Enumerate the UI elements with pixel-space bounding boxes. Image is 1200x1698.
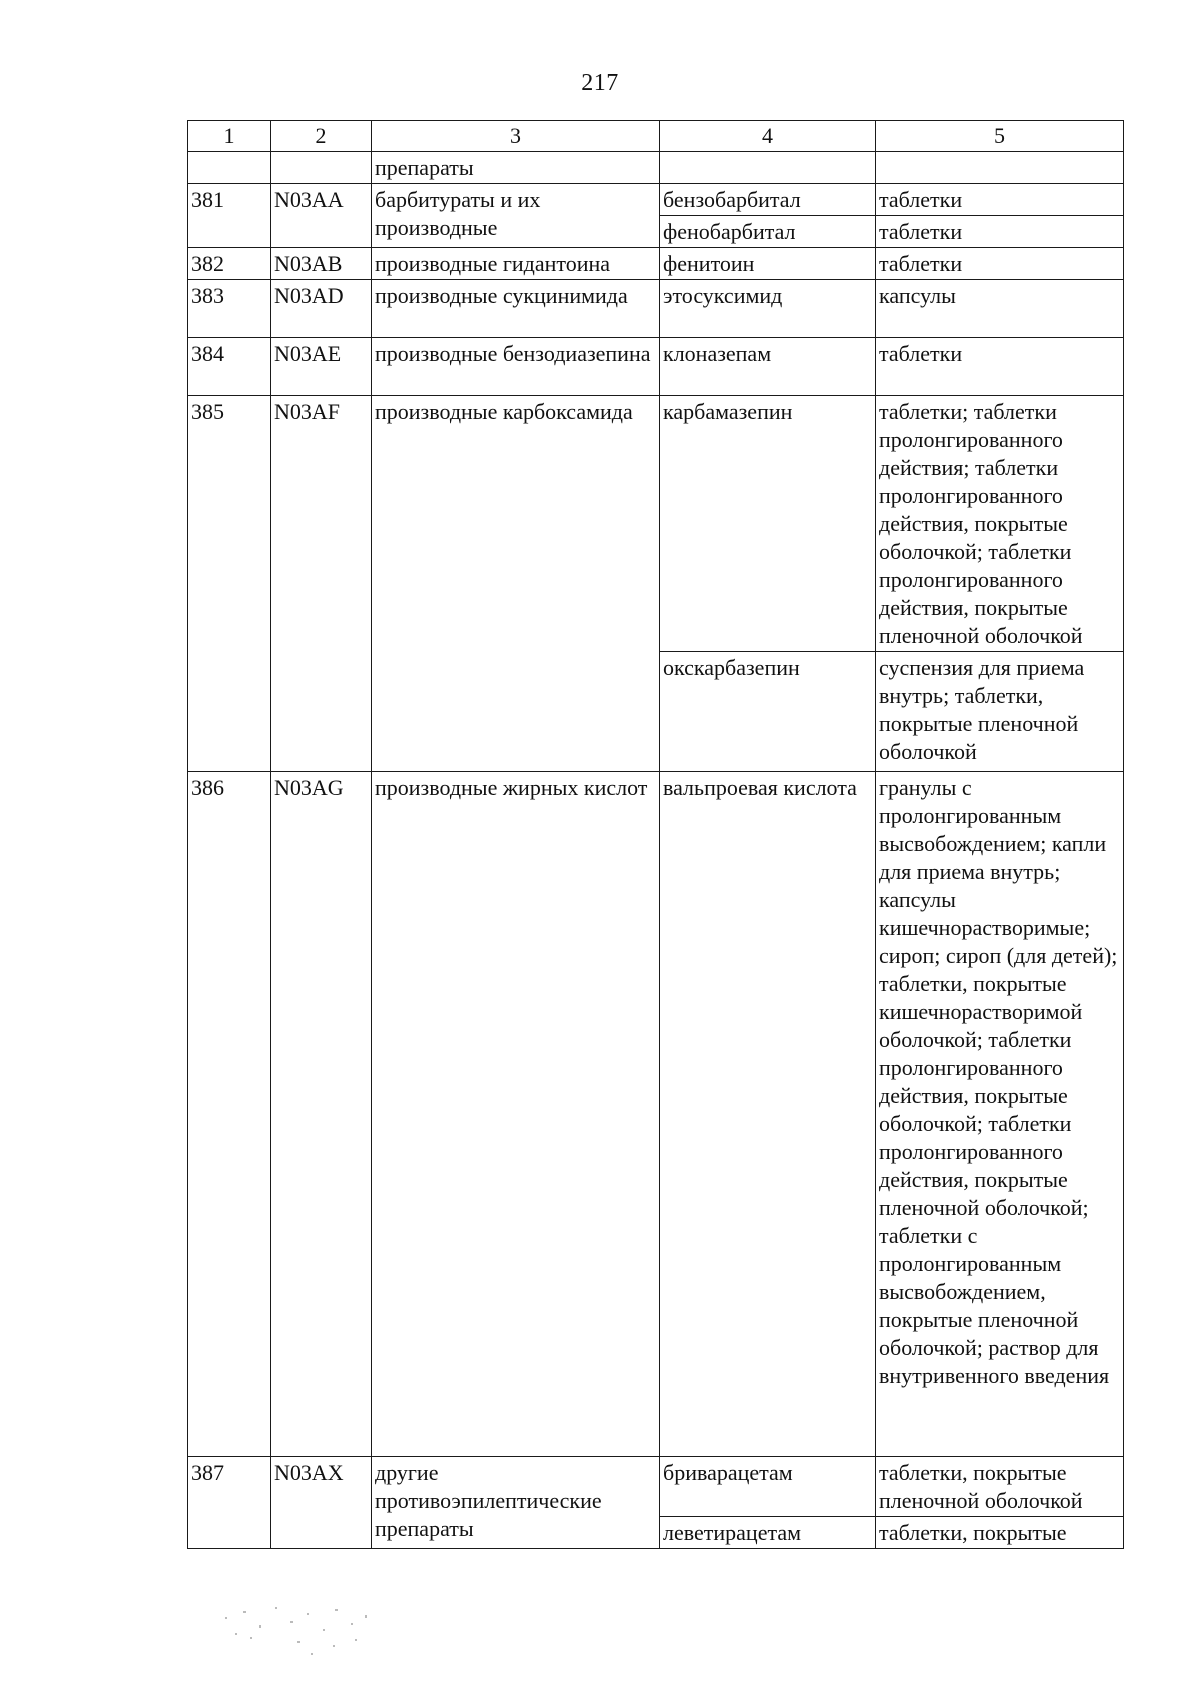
cell-num: 387 [188,1457,271,1549]
cell-form: суспензия для приема внутрь; таблетки, покрытые пленочной оболочкой [876,652,1124,772]
cell-form: гранулы с пролонгированным высвобождением; капли для приема внутрь; капсулы кишечнорастворимые; сироп; сироп (для детей); таблетки, покрытые кишечнорастворимой оболочкой; таблетки пролонгированного действия, покрытые оболочкой; таблетки пролонгированного действия, покрытые пленочной оболочкой; таблетки с пролонгированным высвобождением, покрытые пленочной оболочкой; раствор для внутривенного введения [876,772,1124,1457]
column-header: 5 [876,121,1124,152]
cell-substance: клоназепам [660,338,876,396]
table-row [188,396,1124,652]
cell-num: 386 [188,772,271,1457]
table-row-continuation [188,152,1124,184]
table-row [188,1457,1124,1517]
cell-code [271,152,372,184]
cell-code: N03AA [271,184,372,248]
cell-form: таблетки [876,248,1124,280]
table-row [188,280,1124,338]
cell-code: N03AX [271,1457,372,1549]
cell-group: производные сукцинимида [372,280,660,338]
cell-code: N03AG [271,772,372,1457]
cell-group: препараты [372,152,660,184]
cell-num [188,152,271,184]
cell-code: N03AD [271,280,372,338]
page-number: 217 [581,70,619,96]
cell-form: таблетки [876,338,1124,396]
scan-artifact [215,1595,395,1665]
cell-num: 381 [188,184,271,248]
cell-substance: бензобарбитал [660,184,876,216]
cell-substance: фенитоин [660,248,876,280]
column-header: 3 [372,121,660,152]
cell-form: таблетки; таблетки пролонгированного действия; таблетки пролонгированного действия, покрытые оболочкой; таблетки пролонгированного действия, покрытые пленочной оболочкой [876,396,1124,652]
cell-form: таблетки, покрытые [876,1517,1124,1549]
cell-form: капсулы [876,280,1124,338]
cell-num: 384 [188,338,271,396]
column-header: 2 [271,121,372,152]
cell-code: N03AF [271,396,372,772]
cell-group: производные гидантоина [372,248,660,280]
cell-substance: окскарбазепин [660,652,876,772]
cell-group: барбитураты и их производные [372,184,660,248]
column-number-row [188,121,1124,152]
cell-code: N03AE [271,338,372,396]
cell-code: N03AB [271,248,372,280]
medication-table [187,120,1124,1549]
cell-substance: карбамазепин [660,396,876,652]
cell-form [876,152,1124,184]
cell-form: таблетки [876,184,1124,216]
cell-num: 385 [188,396,271,772]
cell-group: производные жирных кислот [372,772,660,1457]
cell-substance: фенобарбитал [660,216,876,248]
cell-substance [660,152,876,184]
cell-group: производные карбоксамида [372,396,660,772]
cell-substance: леветирацетам [660,1517,876,1549]
table-row [188,248,1124,280]
column-header: 1 [188,121,271,152]
cell-substance: вальпроевая кислота [660,772,876,1457]
cell-substance: этосуксимид [660,280,876,338]
cell-num: 383 [188,280,271,338]
cell-group: другие противоэпилептические препараты [372,1457,660,1549]
column-header: 4 [660,121,876,152]
cell-form: таблетки, покрытые пленочной оболочкой [876,1457,1124,1517]
table-row [188,184,1124,216]
cell-substance: бриварацетам [660,1457,876,1517]
cell-num: 382 [188,248,271,280]
cell-group: производные бензодиазепина [372,338,660,396]
table-row [188,338,1124,396]
table-row [188,772,1124,1457]
cell-form: таблетки [876,216,1124,248]
